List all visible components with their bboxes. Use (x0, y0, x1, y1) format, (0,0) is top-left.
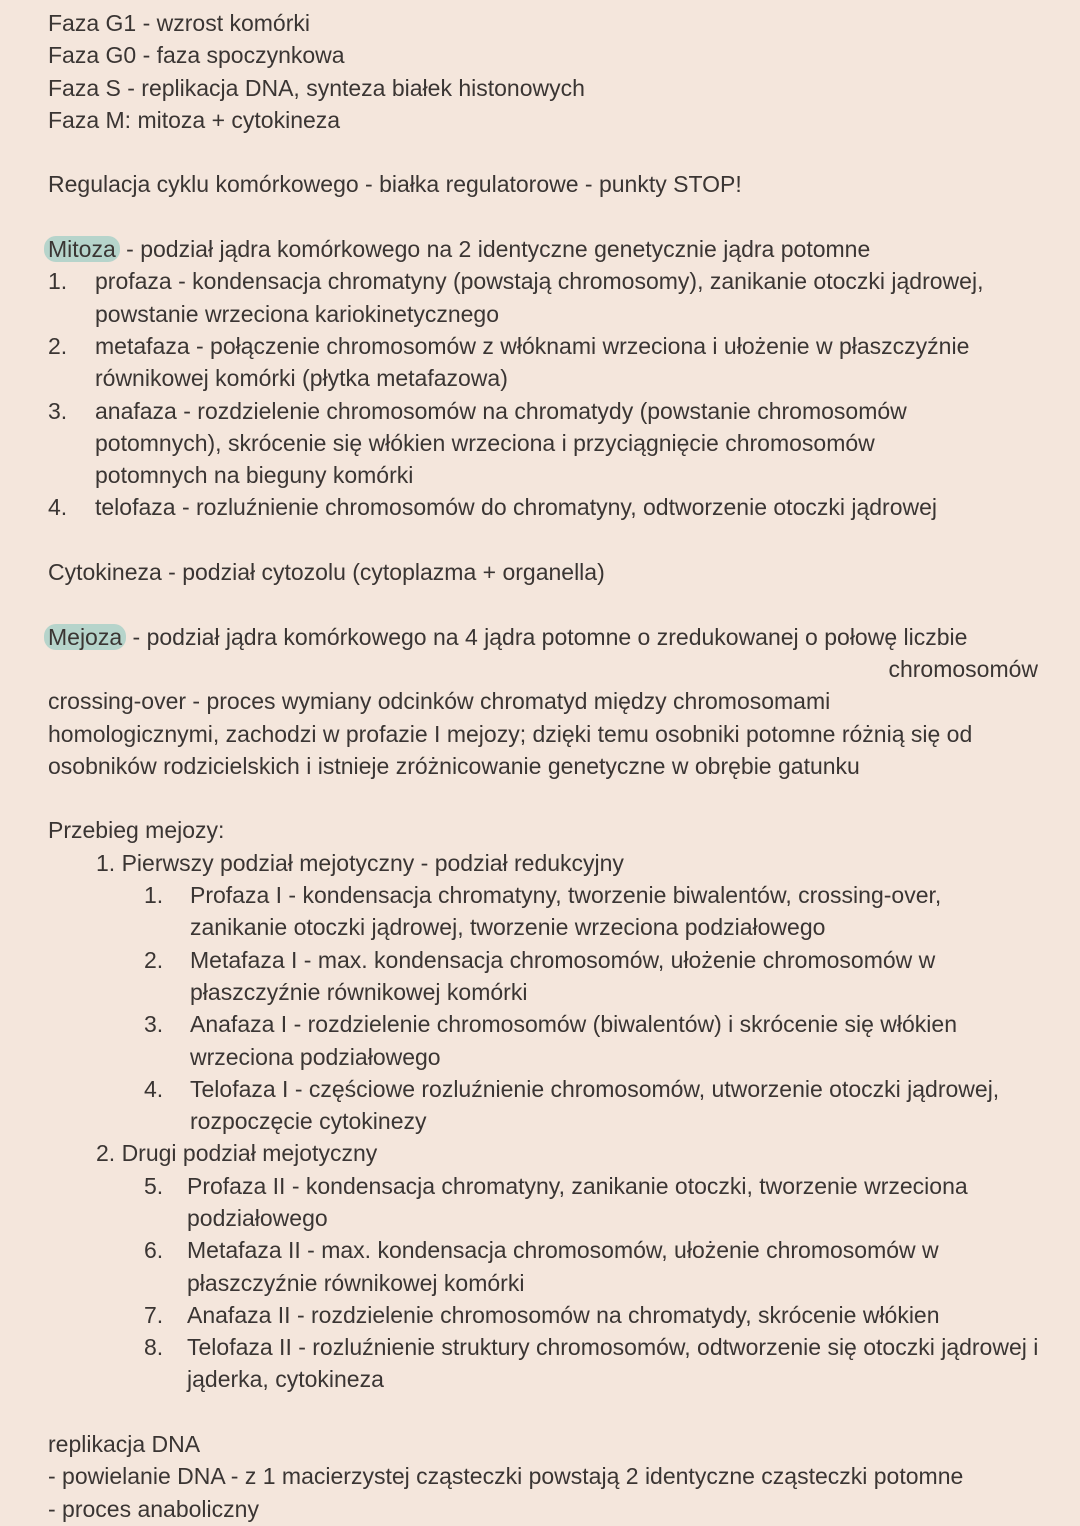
meiosis-definition-end: chromosomów (888, 655, 1038, 682)
meiosis-course (48, 814, 1040, 1395)
crossing-over-line: crossing-over - proces wymiany odcinków chromatyd między chromosomami (48, 688, 831, 715)
meiosis-step (48, 1008, 1040, 1073)
replication-section (48, 1428, 1040, 1525)
step-number: 4. (48, 494, 68, 521)
replication-title: replikacja DNA (48, 1431, 201, 1458)
mitosis-term: Mitoza (44, 236, 120, 262)
step-number: 5. (144, 1172, 164, 1199)
mitosis-section (48, 233, 1040, 524)
meiosis-section (48, 621, 1040, 782)
first-division-heading: 1. Pierwszy podział mejotyczny - podział redukcyjny (96, 849, 624, 876)
replication-point: - proces anaboliczny (48, 1495, 259, 1522)
phase-m: Faza M: mitoza + cytokineza (48, 106, 341, 133)
crossing-over-line: osobników rodzicielskich i istnieje zróżnicowanie genetyczne w obrębie gatunku (48, 752, 860, 779)
step-number: 1. (48, 268, 68, 295)
step-text: Anafaza I - rozdzielenie chromosomów (biwalentów) i skrócenie się włókien wrzeciona podziałowego (190, 1011, 957, 1070)
step-text: Telofaza II - rozluźnienie struktury chromosomów, odtworzenie się otoczki jądrowej i jąderka, cytokineza (187, 1334, 1039, 1393)
step-number: 4. (144, 1075, 164, 1102)
meiosis-step (48, 1170, 1040, 1235)
step-number: 8. (144, 1334, 164, 1361)
phase-s: Faza S - replikacja DNA, synteza białek histonowych (48, 74, 585, 101)
second-division-heading: 2. Drugi podział mejotyczny (96, 1140, 378, 1167)
step-text: metafaza - połączenie chromosomów z włóknami wrzeciona i ułożenie w płaszczyźnie równikowej komórki (płytka metafazowa) (95, 332, 970, 392)
step-number: 3. (48, 397, 68, 424)
course-title: Przebieg mejozy: (48, 817, 225, 844)
step-number: 3. (144, 1011, 164, 1038)
phase-g0: Faza G0 - faza spoczynkowa (48, 42, 345, 69)
step-text: profaza - kondensacja chromatyny (powstają chromosomy), zanikanie otoczki jądrowej, powstanie wrzeciona kariokinetycznego (95, 268, 984, 327)
mitosis-step (48, 265, 1040, 330)
meiosis-step (48, 1234, 1040, 1299)
cytokinesis-line: Cytokineza - podział cytozolu (cytoplazma + organella) (48, 559, 605, 586)
meiosis-step (48, 1299, 1040, 1331)
crossing-over-line: homologicznymi, zachodzi w profazie I mejozy; dzięki temu osobniki potomne różnią się od (48, 720, 973, 747)
step-number: 6. (144, 1237, 164, 1264)
meiosis-step (48, 1331, 1040, 1396)
meiosis-term: Mejoza (44, 624, 126, 650)
step-number: 2. (144, 946, 164, 973)
step-text: Profaza II - kondensacja chromatyny, zanikanie otoczki, tworzenie wrzeciona podziałowego (187, 1172, 968, 1231)
step-number: 1. (144, 882, 164, 909)
meiosis-step (48, 879, 1040, 944)
mitosis-step (48, 491, 1040, 523)
step-text: Profaza I - kondensacja chromatyny, tworzenie biwalentów, crossing-over, zanikanie otoczki jądrowej, tworzenie wrzeciona podziałowego (190, 882, 942, 941)
meiosis-heading (48, 621, 1040, 653)
step-number: 7. (144, 1301, 164, 1328)
mitosis-heading (48, 233, 1040, 265)
step-text: Metafaza I - max. kondensacja chromosomów, ułożenie chromosomów w płaszczyźnie równikowej komórki (190, 946, 936, 1005)
step-number: 2. (48, 332, 68, 359)
phase-g1: Faza G1 - wzrost komórki (48, 10, 310, 36)
cell-cycle-phases (48, 7, 1040, 136)
step-text: Telofaza I - częściowe rozluźnienie chromosomów, utworzenie otoczki jądrowej, rozpoczęcie cytokinezy (190, 1075, 1000, 1135)
step-text: Anafaza II - rozdzielenie chromosomów na chromatydy, skrócenie włókien (187, 1301, 940, 1328)
mitosis-definition: - podział jądra komórkowego na 2 identyczne genetycznie jądra potomne (126, 236, 871, 263)
mitosis-step (48, 330, 1040, 395)
step-text: Metafaza II - max. kondensacja chromosomów, ułożenie chromosomów w płaszczyźnie równikowej komórki (187, 1237, 939, 1296)
meiosis-definition: - podział jądra komórkowego na 4 jądra potomne o zredukowanej o połowę liczbie (132, 623, 968, 650)
replication-point: - powielanie DNA - z 1 macierzystej cząsteczki powstają 2 identyczne cząsteczki potomne (48, 1463, 964, 1490)
meiosis-step (48, 1073, 1040, 1138)
mitosis-step (48, 395, 1040, 492)
step-text: anafaza - rozdzielenie chromosomów na chromatydy (powstanie chromosomów potomnych), skrócenie się włókien wrzeciona i przyciągnięcie chromosomów potomnych na bieguny komórki (95, 397, 907, 489)
regulation-line: Regulacja cyklu komórkowego - białka regulatorowe - punkty STOP! (48, 171, 742, 198)
meiosis-step (48, 944, 1040, 1009)
step-text: telofaza - rozluźnienie chromosomów do chromatyny, odtworzenie otoczki jądrowej (95, 494, 938, 521)
